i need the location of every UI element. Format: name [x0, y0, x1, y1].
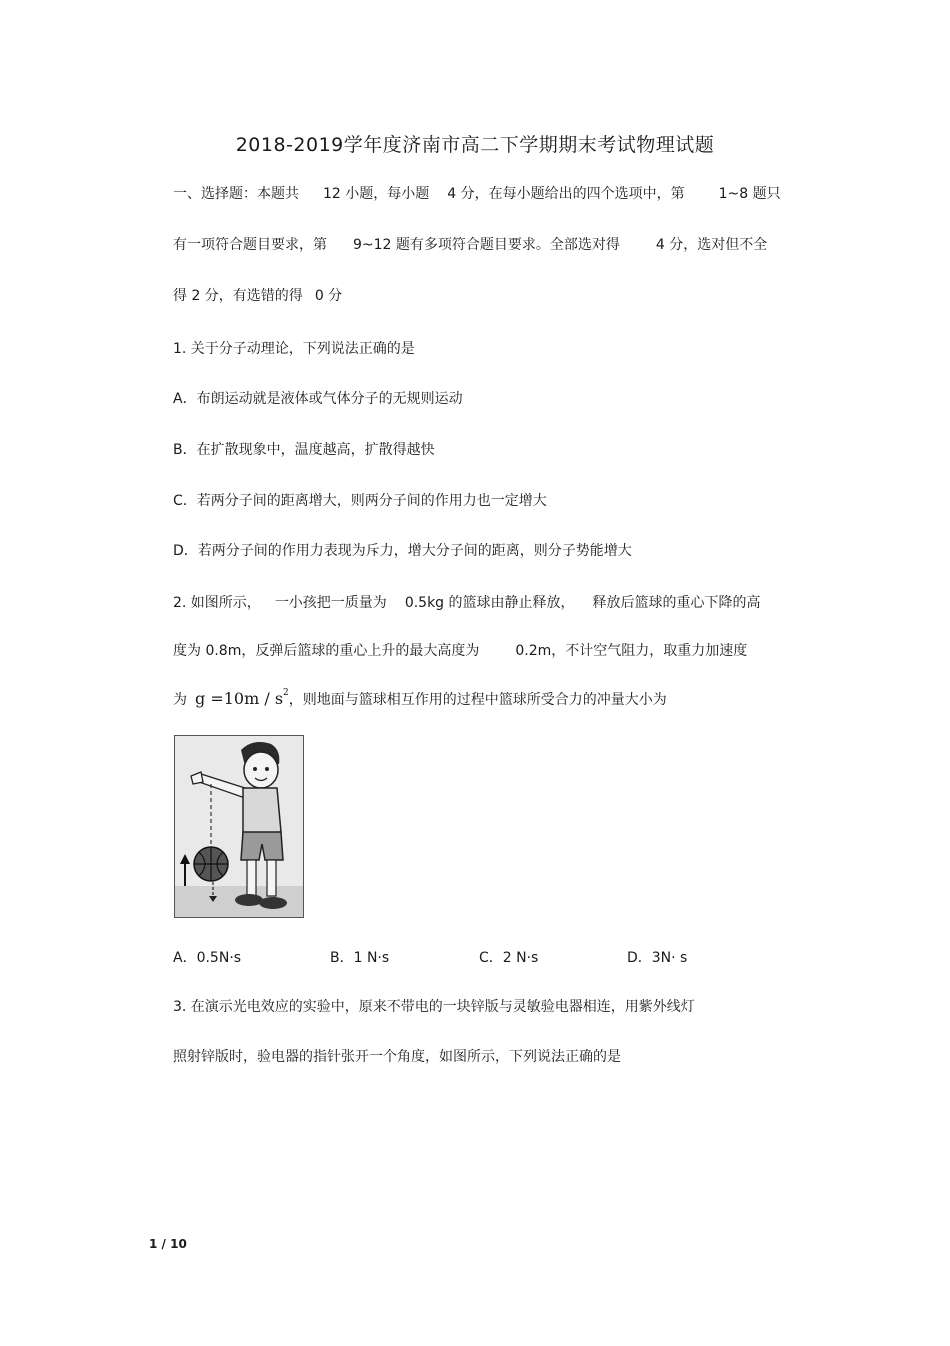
q2-option-c: C．2 N·s [479, 950, 539, 966]
q2-text: 0.2m，不计空气阻力，取重力加速度 [515, 643, 748, 659]
q1-option-b: B．在扩散现象中，温度越高，扩散得越快 [173, 442, 435, 458]
page-number: 1 / 10 [149, 1237, 187, 1251]
q2-text: 2. 如图所示， [173, 595, 261, 611]
instr-text: 有一项符合题目要求，第 [173, 237, 327, 253]
instructions-line-3 [173, 285, 342, 305]
instructions-line-1 [173, 183, 781, 203]
instr-text: 9~12 题有多项符合题目要求。全部选对得 [353, 237, 620, 253]
q1-option-d: D．若两分子间的作用力表现为斥力，增大分子间的距离，则分子势能增大 [173, 543, 632, 559]
instr-text: 1~8 题只 [718, 186, 781, 202]
formula-exponent: 2 [283, 688, 289, 698]
instr-text: 12 小题，每小题 [323, 186, 430, 202]
gravity-formula [195, 689, 289, 708]
instr-text: 一、选择题：本题共 [173, 186, 299, 202]
q1-option-a: A．布朗运动就是液体或气体分子的无规则运动 [173, 391, 463, 407]
q2-text: 释放后篮球的重心下降的高 [592, 595, 761, 611]
q1-option-c: C．若两分子间的距离增大，则两分子间的作用力也一定增大 [173, 493, 547, 509]
instructions-line-2 [173, 234, 767, 254]
q2-stem-line-3 [173, 688, 667, 709]
instr-text: 4 分，选对但不全 [655, 237, 768, 253]
instr-text: 4 分，在每小题给出的四个选项中，第 [447, 186, 685, 202]
q2-text: ，则地面与篮球相互作用的过程中篮球所受合力的冲量大小为 [288, 692, 667, 708]
q2-option-d: D．3N· s [627, 950, 688, 966]
q2-stem-line-1 [173, 592, 761, 612]
q2-option-b: B．1 N·s [330, 950, 390, 966]
document-title: 2018-2019学年度济南市高二下学期期末考试物理试题 [235, 134, 715, 156]
instr-text: 0 分 [314, 288, 343, 304]
q2-stem-line-2 [173, 640, 747, 660]
q3-stem-line-2: 照射锌版时，验电器的指针张开一个角度，如图所示，下列说法正确的是 [173, 1049, 621, 1065]
q1-stem: 1. 关于分子动理论，下列说法正确的是 [173, 341, 415, 357]
child-basketball-figure [174, 735, 304, 918]
q2-option-a: A．0.5N·s [173, 950, 242, 966]
q2-text: 为 [173, 692, 187, 708]
child-basketball-illustration [175, 736, 303, 917]
q2-text: 0.5kg 的篮球由静止释放， [404, 595, 575, 611]
q2-text: 度为 0.8m，反弹后篮球的重心上升的最大高度为 [173, 643, 480, 659]
q3-stem-line-1: 3. 在演示光电效应的实验中，原来不带电的一块锌版与灵敏验电器相连，用紫外线灯 [173, 999, 695, 1015]
instr-text: 得 2 分，有选错的得 [173, 288, 303, 304]
formula-text: g =10m / s [195, 689, 284, 708]
q2-text: 一小孩把一质量为 [274, 595, 387, 611]
